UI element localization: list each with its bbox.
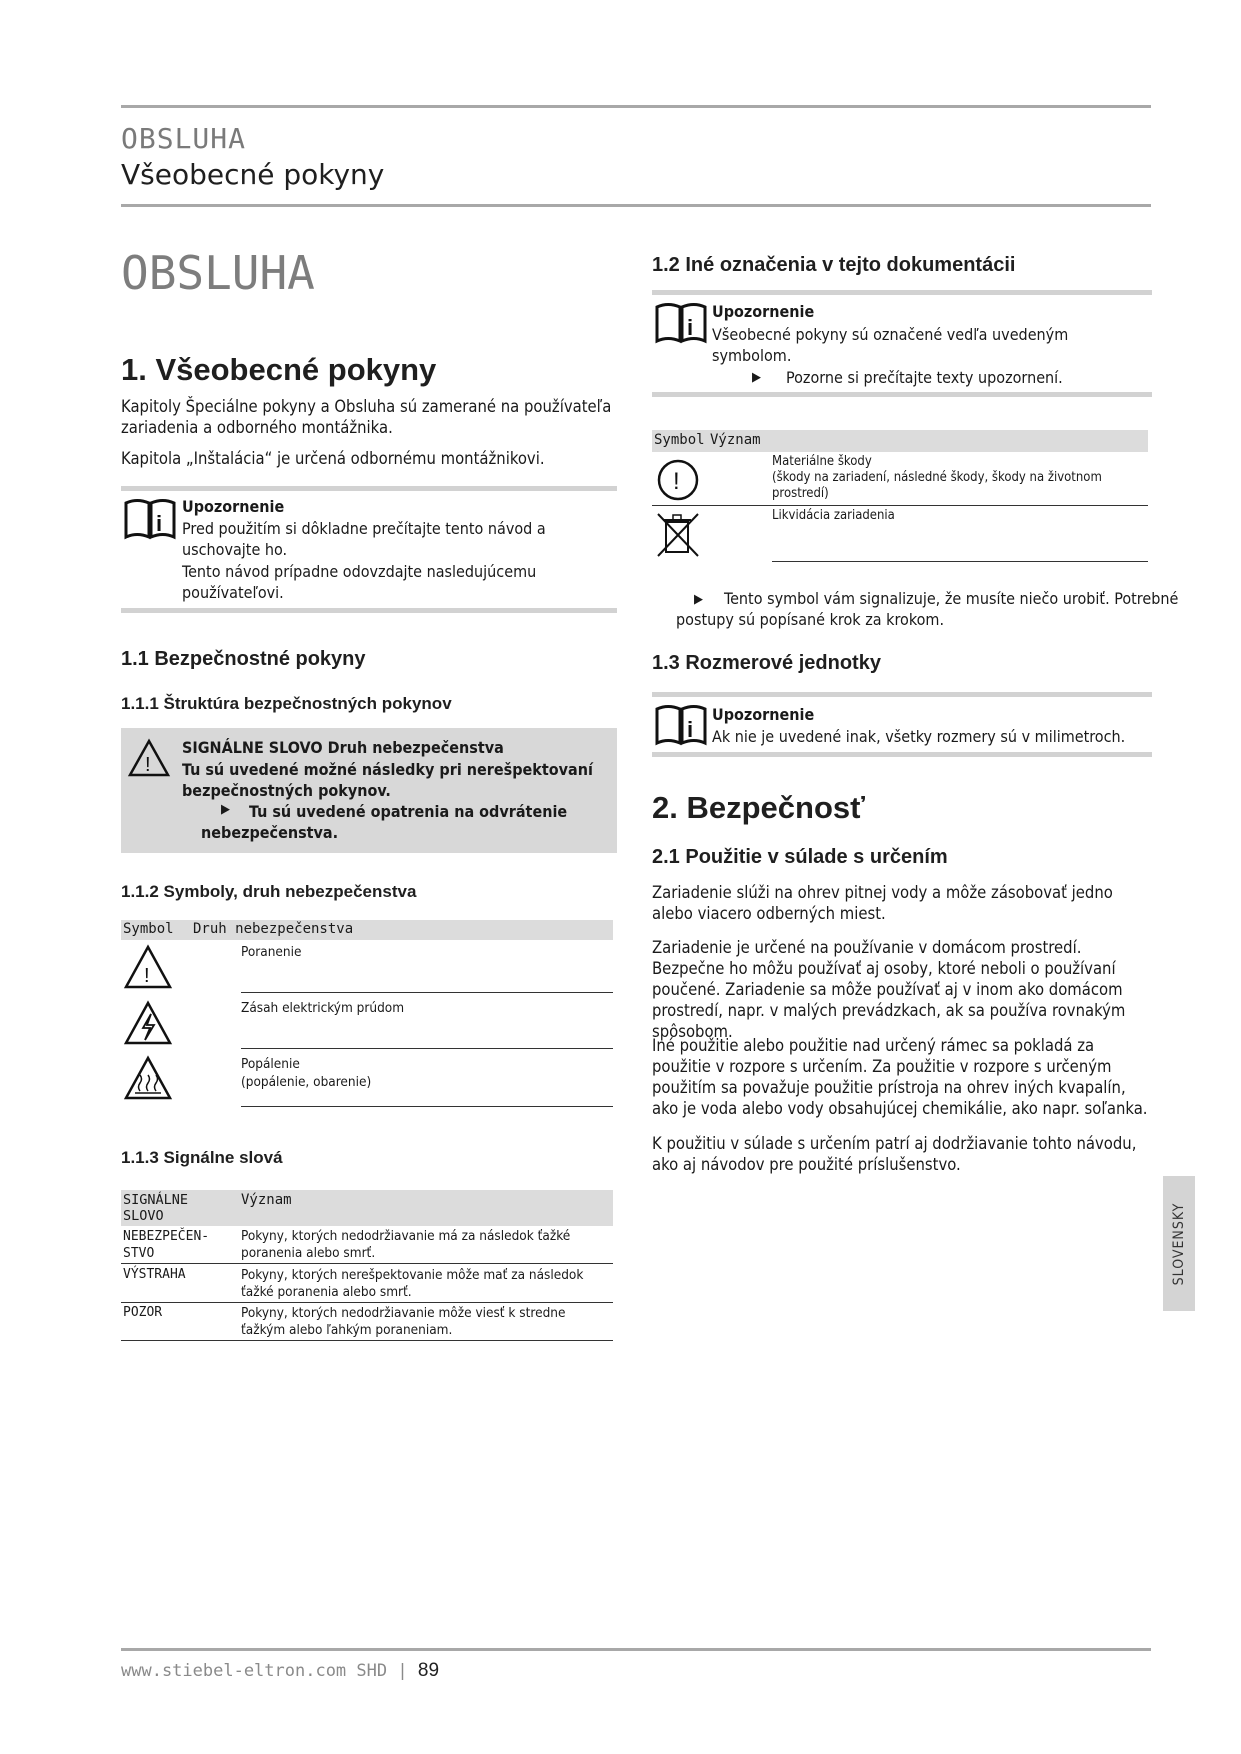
note-top-bar [121, 486, 617, 491]
header-top-rule [121, 105, 1151, 108]
svg-text:!: ! [673, 468, 680, 495]
note-line-2: Tento návod prípadne odovzdajte nasledujúcemu používateľovi. [182, 562, 537, 602]
table-row [652, 454, 1148, 506]
section-2-paragraph-3: Iné použitie alebo použitie nad určený rámec sa pokladá za použitie v rozpore s určením. Za použitie v rozpore s určeným použitím sa považuje použitie prístroja na ohrev iných kvapalín, ako je voda alebo vody obsahujúcej chemikálie, ako napr. soľanka. [652, 1036, 1148, 1118]
row-divider [772, 561, 1148, 562]
section-1-1-1-title: 1.1.1 Štruktúra bezpečnostných pokynov [121, 694, 452, 713]
note-line-1: Pred použitím si dôkladne prečítajte tento návod a uschovajte ho. [182, 519, 546, 559]
action-arrow-icon: ▶ [694, 592, 703, 607]
footer-separator: | [397, 1661, 408, 1681]
section-2-1-title: 2.1 Použitie v súlade s určením [652, 846, 948, 868]
section-1-title: 1. Všeobecné pokyny [121, 352, 437, 387]
signal-table-header [121, 1190, 613, 1226]
crossed-bin-icon [654, 510, 702, 560]
section-1-1-3-title: 1.1.3 Signálne slová [121, 1148, 283, 1167]
note-title: Upozornenie [182, 497, 285, 516]
note-bottom-bar [652, 752, 1152, 757]
note-action: Pozorne si prečítajte texty upozornení. [786, 368, 1063, 387]
signal-meaning: Pokyny, ktorých nerešpektovanie môže mať za následok ťažké poranenia alebo smrť. [241, 1267, 584, 1300]
symbol-table-header-type: Druh nebezpečenstva [193, 921, 354, 937]
note-bottom-bar [652, 392, 1152, 397]
signal-table-header-meaning: Význam [241, 1192, 292, 1208]
section-1-1-title: 1.1 Bezpečnostné pokyny [121, 648, 366, 670]
warning-body: Tu sú uvedené možné následky pri nerešpektovaní bezpečnostných pokynov. [182, 760, 593, 800]
note-line-1: Všeobecné pokyny sú označené vedľa uvedeným symbolom. [712, 325, 1069, 365]
footer [121, 1660, 439, 1682]
signal-table-header-word: SIGNÁLNE SLOVO [123, 1192, 189, 1224]
row-divider [121, 1263, 613, 1264]
meaning-text: Likvidácia zariadenia [772, 508, 895, 523]
language-side-tab-label: SLOVENSKY [1171, 1202, 1187, 1285]
signal-word: NEBEZPEČEN- STVO [123, 1229, 210, 1261]
chapter-title: OBSLUHA [121, 246, 315, 300]
table-row [121, 944, 613, 994]
footer-url: www.stiebel-eltron.com [121, 1661, 347, 1681]
meaning-table-header [652, 430, 1148, 452]
symbol-table-text: Popálenie (popálenie, obarenie) [241, 1056, 372, 1090]
warning-action: Tu sú uvedené opatrenia na odvrátenie nebezpečenstva. [201, 802, 568, 842]
section-2-paragraph-4: K použitiu v súlade s určením patrí aj dodržiavanie tohto návodu, ako aj návodov pre použité príslušenstvo. [652, 1134, 1137, 1174]
signal-meaning: Pokyny, ktorých nedodržiavanie môže viesť k stredne ťažkým alebo ľahkým poraneniam. [241, 1305, 566, 1338]
header-bottom-rule [121, 204, 1151, 207]
svg-text:i: i [687, 315, 694, 340]
symbol-table-header-symbol: Symbol [123, 921, 174, 937]
action-arrow-icon: ▶ [221, 802, 230, 817]
section-1-paragraph-1: Kapitoly Špeciálne pokyny a Obsluha sú zamerané na používateľa zariadenia a odborného montážnika. [121, 397, 612, 437]
footer-rule [121, 1648, 1151, 1651]
footer-model: SHD [356, 1661, 388, 1681]
svg-text:!: ! [145, 754, 151, 776]
section-1-3-title: 1.3 Rozmerové jednotky [652, 652, 881, 674]
header-section: OBSLUHA [121, 122, 247, 155]
warning-title: SIGNÁLNE SLOVO Druh nebezpečenstva [182, 738, 504, 757]
row-divider [241, 1106, 613, 1107]
row-divider [241, 1048, 613, 1049]
note-title: Upozornenie [712, 705, 815, 724]
note-top-bar [652, 290, 1152, 295]
svg-text:i: i [687, 717, 694, 742]
section-2-paragraph-1: Zariadenie slúži na ohrev pitnej vody a môže zásobovať jedno alebo viacero odberných miest. [652, 883, 1113, 923]
section-1-2-title: 1.2 Iné označenia v tejto dokumentácii [652, 254, 1016, 276]
table-row [121, 1055, 613, 1107]
note-line-1: Ak nie je uvedené inak, všetky rozmery sú v milimetroch. [712, 727, 1126, 746]
row-divider [241, 992, 613, 993]
table-row [121, 1267, 613, 1303]
hot-surface-icon [123, 1055, 173, 1101]
warning-triangle-icon [127, 738, 171, 778]
section-2-title: 2. Bezpečnosť [652, 790, 865, 825]
electric-shock-icon [123, 1000, 173, 1046]
row-divider [121, 1302, 613, 1303]
svg-text:i: i [156, 511, 163, 536]
section-1-paragraph-2: Kapitola „Inštalácia“ je určená odbornému montážnikovi. [121, 449, 545, 468]
table-row [652, 508, 1148, 562]
note-top-bar [652, 692, 1152, 697]
page-number: 89 [417, 1660, 440, 1681]
exclamation-circle-icon [656, 458, 700, 502]
header-subsection: Všeobecné pokyny [121, 158, 385, 191]
action-text: Tento symbol vám signalizuje, že musíte niečo urobiť. Potrebné postupy sú popísané krok za krokom. [676, 589, 1179, 629]
warning-triangle-icon [123, 944, 173, 990]
section-1-1-2-title: 1.1.2 Symboly, druh nebezpečenstva [121, 882, 417, 901]
table-row [121, 1305, 613, 1341]
action-arrow-icon: ▶ [752, 370, 761, 385]
symbol-table-text: Poranenie [241, 944, 302, 960]
warning-box [121, 728, 617, 853]
svg-text:!: ! [144, 965, 150, 987]
note-title: Upozornenie [712, 302, 815, 321]
language-side-tab [1163, 1176, 1195, 1311]
table-row [121, 1228, 613, 1264]
meaning-table-header-meaning: Význam [710, 432, 761, 448]
info-book-icon [654, 703, 708, 747]
signal-word: VÝSTRAHA [123, 1267, 186, 1282]
section-2-paragraph-2: Zariadenie je určené na používanie v domácom prostredí. Bezpečne ho môžu používať aj osoby, ktoré neboli o používaní poučené. Zariadenie sa môže používať aj v inom ako domácom prostredí, napr. v malých prevádzkach, ak sa používa rovnakým spôsobom. [652, 938, 1126, 1041]
meaning-text: Materiálne škody (škody na zariadení, následné škody, škody na životnom prostredí) [772, 454, 1102, 501]
symbol-table-header [121, 920, 613, 940]
info-book-icon [123, 497, 177, 541]
row-divider [652, 505, 1148, 506]
row-divider [121, 1340, 613, 1341]
note-bottom-bar [121, 608, 617, 613]
table-row [121, 1000, 613, 1050]
symbol-table-text: Zásah elektrickým prúdom [241, 1000, 405, 1016]
signal-word: POZOR [123, 1305, 163, 1320]
meaning-table-header-symbol: Symbol [654, 432, 705, 448]
signal-meaning: Pokyny, ktorých nedodržiavanie má za následok ťažké poranenia alebo smrť. [241, 1228, 571, 1261]
info-book-icon [654, 301, 708, 345]
